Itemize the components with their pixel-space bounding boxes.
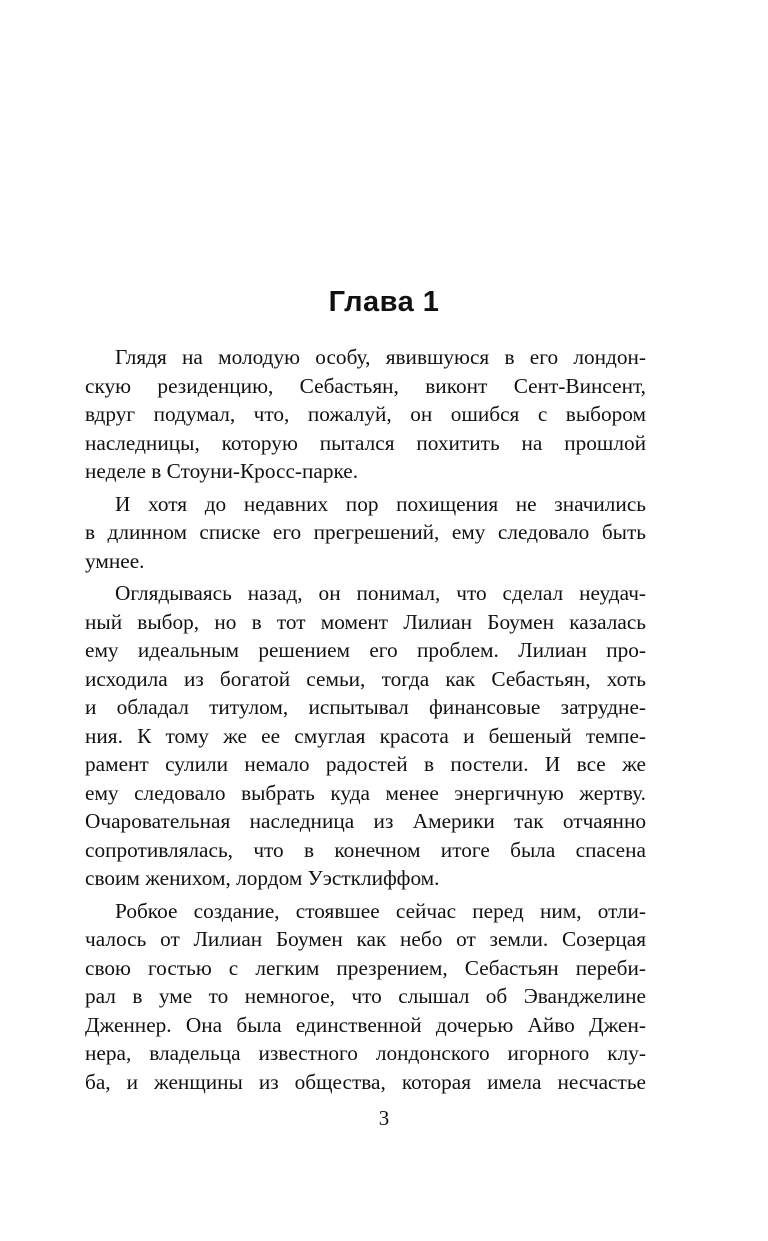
paragraph bbox=[85, 343, 646, 486]
text-line: ный выбор, но в тот момент Лилиан Боумен казалась bbox=[85, 609, 646, 634]
text-line: в длинном списке его прегрешений, ему следовало быть bbox=[85, 520, 646, 544]
text-line: чалось от Лилиан Боумен как небо от земли. Созерцая bbox=[85, 927, 646, 951]
text-line: ему идеальным решением его проблем. Лилиан про- bbox=[85, 638, 646, 662]
text-line: сопротивлялась, что в конечном итоге была спасена bbox=[85, 837, 646, 862]
text-line: Робкое создание, стоявшее сейчас перед ним, отли- bbox=[115, 898, 646, 923]
text-line: ему следовало выбрать куда менее энергичную жертву. bbox=[85, 780, 646, 805]
text-line: Оглядываясь назад, он понимал, что сделал неудач- bbox=[115, 581, 646, 605]
text-line: ния. К тому же ее смуглая красота и бешеный темпе- bbox=[85, 723, 646, 748]
text-line: и обладал титулом, испытывал финансовые затрудне- bbox=[85, 695, 646, 719]
text-line: наследницы, которую пытался похитить на прошлой bbox=[85, 430, 646, 455]
text-line: исходила из богатой семьи, тогда как Себастьян, хоть bbox=[85, 666, 646, 691]
paragraph bbox=[85, 490, 646, 576]
text-line: своим женихом, лордом Уэстклиффом. bbox=[85, 866, 440, 890]
text-line: рамент сулили немало радостей в постели. И все же bbox=[85, 752, 646, 776]
text-line: вдруг подумал, что, пожалуй, он ошибся с выбором bbox=[85, 402, 646, 426]
text-line: рал в уме то немногое, что слышал об Эванджелине bbox=[85, 984, 646, 1008]
paragraph bbox=[85, 579, 646, 893]
text-line: И хотя до недавних пор похищения не значились bbox=[115, 491, 646, 516]
text-line: неделе в Стоуни-Кросс-парке. bbox=[85, 459, 359, 483]
text-line: скую резиденцию, Себастьян, виконт Сент-Винсент, bbox=[85, 373, 646, 398]
text-line: ба, и женщины из общества, которая имела несчастье bbox=[85, 1069, 646, 1094]
text-line: Глядя на молодую особу, явившуюся в его лондон- bbox=[115, 345, 646, 369]
text-line: нера, владельца известного лондонского игорного клу- bbox=[85, 1041, 646, 1065]
paragraph bbox=[85, 897, 646, 1097]
body-text bbox=[85, 343, 646, 1100]
text-line: Очаровательная наследница из Америки так отчаянно bbox=[85, 809, 646, 833]
text-line: Дженнер. Она была единственной дочерью Айво Джен- bbox=[85, 1012, 646, 1037]
chapter-title: Глава 1 bbox=[328, 286, 440, 318]
text-line: умнее. bbox=[85, 548, 145, 573]
text-line: свою гостью с легким презрением, Себастьян переби- bbox=[85, 955, 646, 980]
page-number: 3 bbox=[378, 1106, 390, 1130]
